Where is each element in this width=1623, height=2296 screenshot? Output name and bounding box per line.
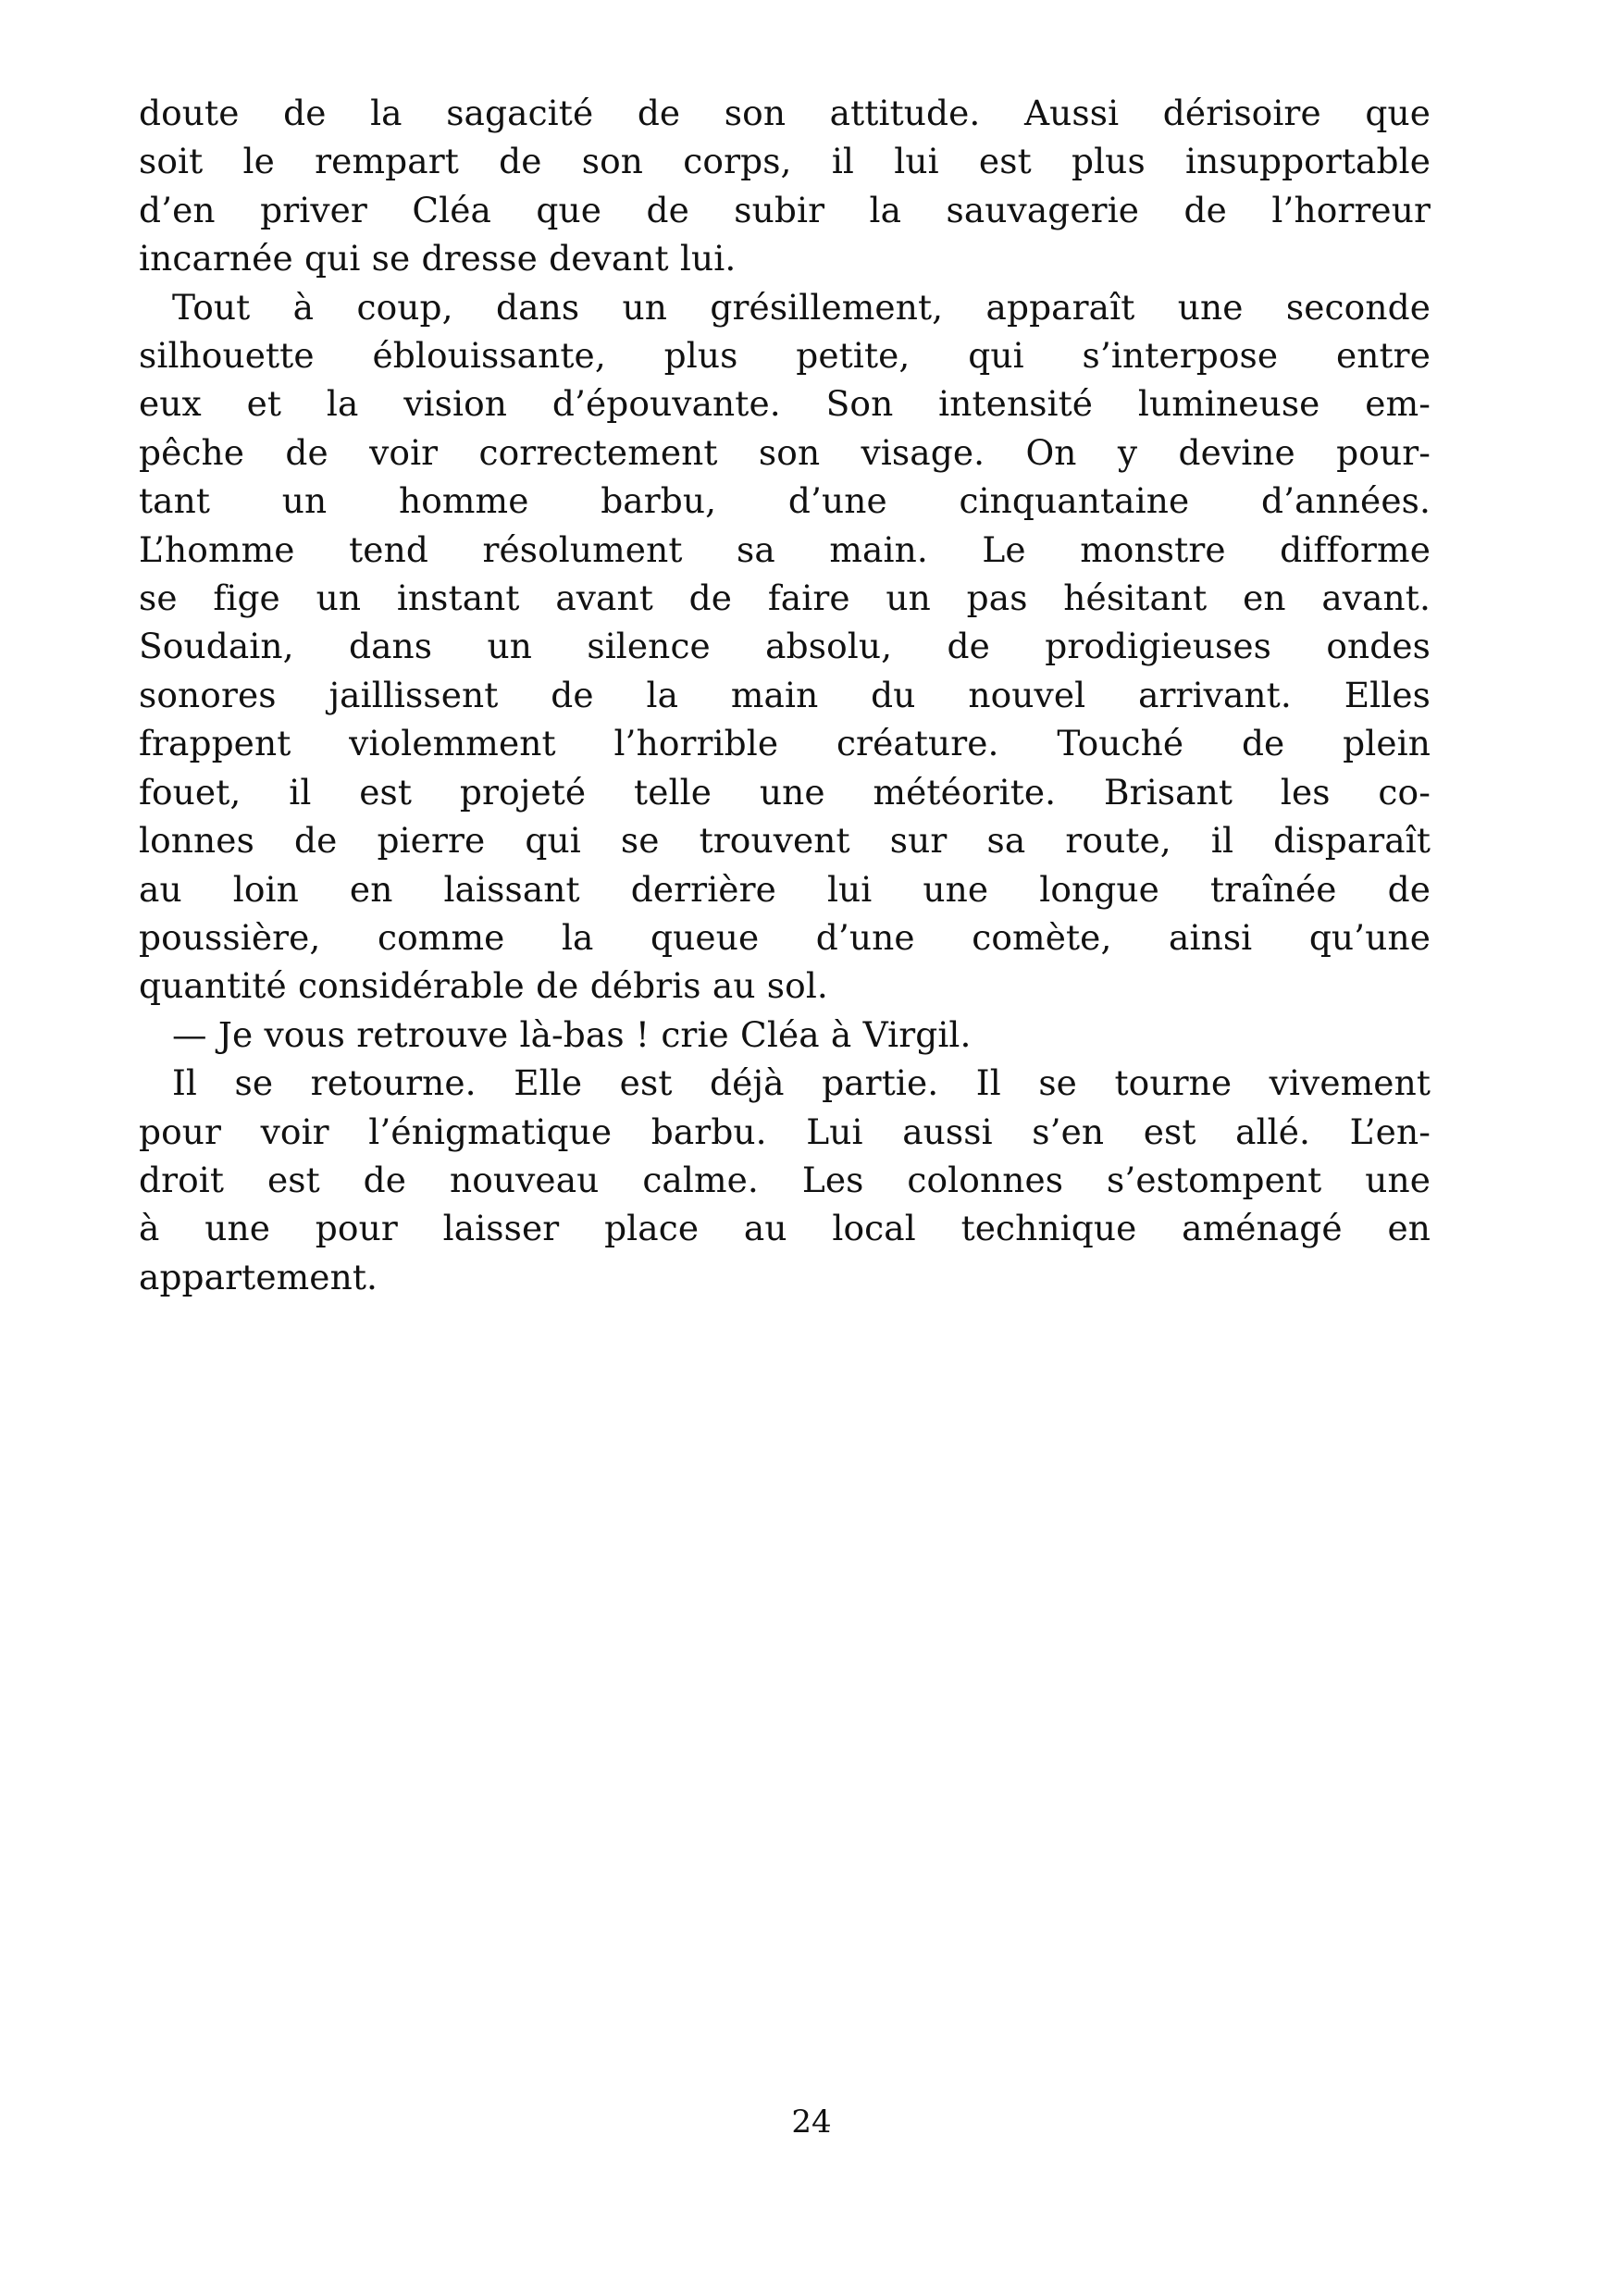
paragraph-2 xyxy=(139,283,1431,1011)
text-line: à une pour laisser place au local technique aménagé en xyxy=(139,1208,1431,1249)
text-line: L’homme tend résolument sa main. Le monstre difforme xyxy=(139,528,1431,570)
text-line: sonores jaillissent de la main du nouvel arrivant. Elles xyxy=(139,674,1431,715)
paragraph-1 xyxy=(139,89,1431,283)
paragraph-4 xyxy=(139,1059,1431,1301)
text-line: tant un homme barbu, d’une cinquantaine d’années. xyxy=(139,480,1431,522)
text-line: lonnes de pierre qui se trouvent sur sa route, il disparaît xyxy=(139,820,1431,862)
text-line: au loin en laissant derrière lui une longue traînée de xyxy=(139,868,1431,910)
text-line: appartement. xyxy=(139,1256,378,1297)
text-line: se fige un instant avant de faire un pas hésitant en avant. xyxy=(139,577,1431,619)
text-line: quantité considérable de débris au sol. xyxy=(139,965,828,1007)
text-line: Il se retourne. Elle est déjà partie. Il se tourne vivement xyxy=(172,1062,1431,1104)
page-text-block xyxy=(139,89,1431,1301)
paragraph-3-dialogue xyxy=(139,1011,1431,1059)
text-line: incarnée qui se dresse devant lui. xyxy=(139,238,737,279)
text-line: fouet, il est projeté telle une météorite. Brisant les co- xyxy=(139,771,1431,813)
text-line: eux et la vision d’épouvante. Son intensité lumineuse em- xyxy=(139,383,1431,425)
text-line: doute de la sagacité de son attitude. Aussi dérisoire que xyxy=(139,93,1431,133)
text-line: droit est de nouveau calme. Les colonnes s’estompent une xyxy=(139,1159,1431,1200)
text-line: Tout à coup, dans un grésillement, apparaît une seconde xyxy=(172,286,1431,328)
text-line: pour voir l’énigmatique barbu. Lui aussi s’en est allé. L’en- xyxy=(139,1111,1431,1152)
text-line: soit le rempart de son corps, il lui est plus insupportable xyxy=(139,141,1431,182)
text-line: d’en priver Cléa que de subir la sauvagerie de l’horreur xyxy=(139,189,1431,230)
page-number: 24 xyxy=(791,2104,832,2141)
text-line: pêche de voir correctement son visage. On y devine pour- xyxy=(139,431,1431,473)
text-line: Soudain, dans un silence absolu, de prodigieuses ondes xyxy=(139,626,1431,667)
text-line: poussière, comme la queue d’une comète, ainsi qu’une xyxy=(139,916,1431,958)
text-line: silhouette éblouissante, plus petite, qui s’interpose entre xyxy=(139,335,1431,377)
text-line: frappent violemment l’horrible créature. Touché de plein xyxy=(139,723,1431,764)
dialogue-line: — Je vous retrouve là-bas ! crie Cléa à Virgil. xyxy=(172,1013,972,1055)
